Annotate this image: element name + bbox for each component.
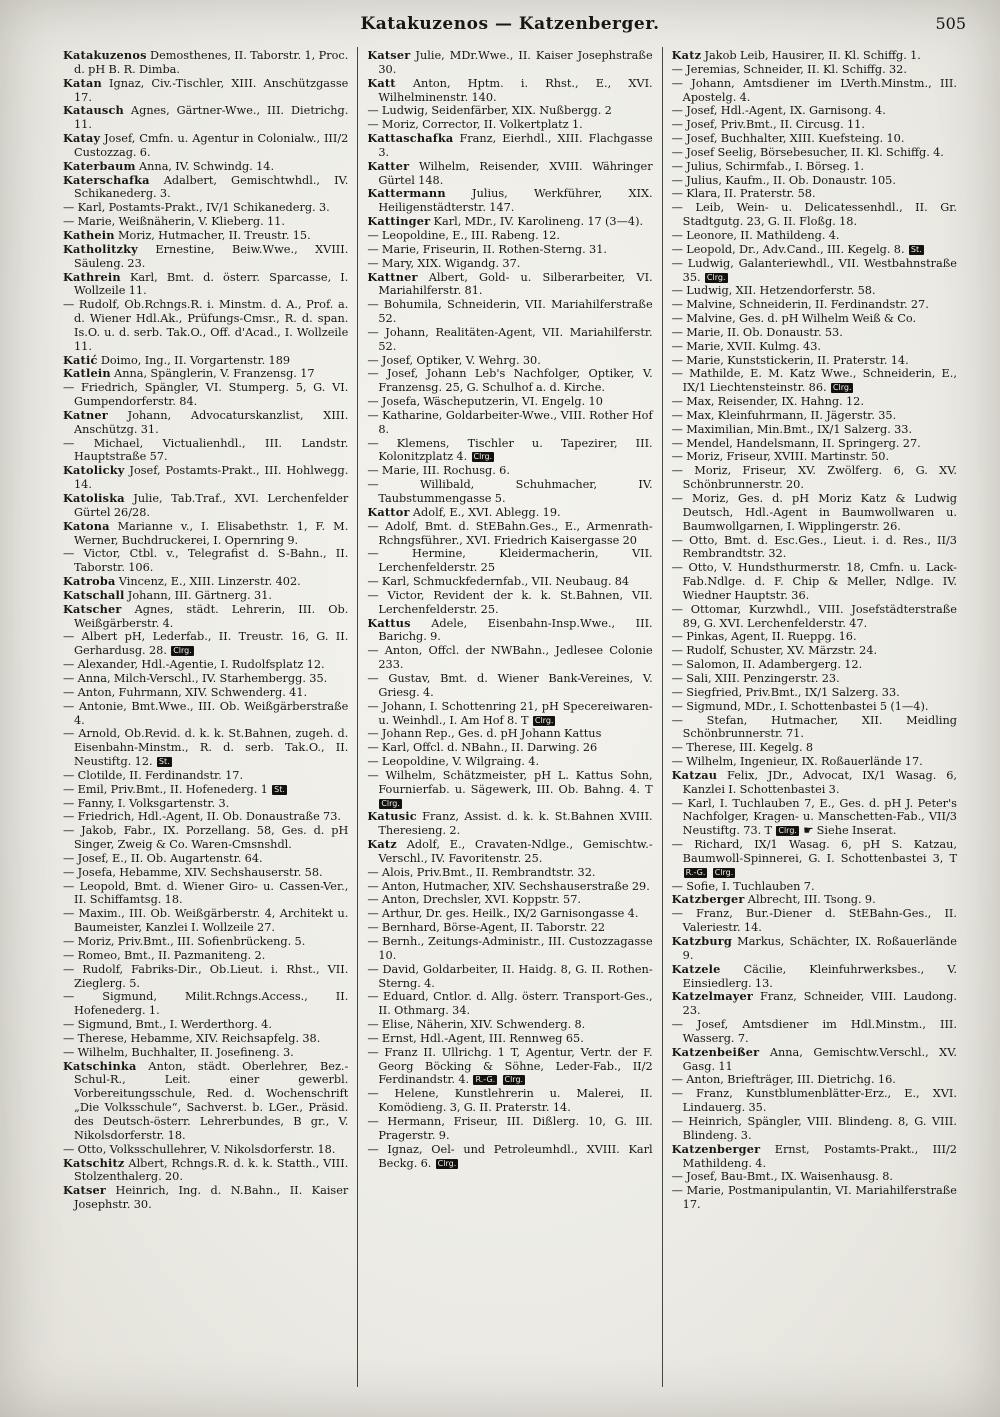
directory-entry: — Willibald, Schuhmacher, IV. Taubstummengasse 5. [367, 478, 653, 505]
directory-entry: — Max, Kleinfuhrmann, II. Jägerstr. 35. [671, 408, 897, 422]
directory-entry: — Sigmund, Bmt., I. Werderthorg. 4. [63, 1018, 272, 1032]
entry-badge: Clrg. [173, 646, 192, 656]
directory-entry: Kattor Adolf, E., XVI. Ablegg. 19. [367, 504, 561, 519]
directory-entry: — Fanny, I. Volksgartenstr. 3. [63, 796, 230, 810]
entry-badge: Clrg. [381, 798, 400, 808]
directory-entry: — Sigmund, MDr., I. Schottenbastei 5 (1—4). [671, 699, 929, 713]
directory-entry: — Josef, Johann Leb's Nachfolger, Optiker, V. Franzensg. 25, G. Schulhof a. d. Kirche. [367, 367, 653, 395]
directory-entry: — Wilhelm, Buchhalter, II. Josefineng. 3. [63, 1045, 294, 1059]
entry-badge: Clrg. [706, 272, 726, 282]
directory-entry: — Maxim., III. Ob. Weißgärberstr. 4, Architekt u. Baumeister, Kanzlei I. Wollzeile 27. [63, 907, 349, 935]
directory-entry: — Johann, Realitäten-Agent, VII. Mariahilferstr. 52. [367, 325, 653, 353]
entry-surname: Katzele [671, 961, 721, 976]
directory-entry: Katschitz Albert, Rchngs.R. d. k. k. Statth., VIII. Stolzenthalerg. 20. [63, 1155, 349, 1184]
directory-entry: Katzele Cäcilie, Kleinfuhrwerksbes., V. Einsiedlerg. 13. [671, 961, 957, 990]
directory-entry: — Franz II. Ullrichg. 1 T, Agentur, Vertr. der F. Georg Böcking & Söhne, Leder-Fab., II/2 Ferdinandstr. 4. R.-G. Clrg. [367, 1045, 653, 1087]
directory-entry: — Helene, Kunstlehrerin u. Malerei, II. Komödieng. 3, G. II. Praterstr. 14. [367, 1087, 653, 1115]
entry-surname: Katić [63, 352, 98, 367]
directory-entry: — Mary, XIX. Wigandg. 37. [367, 256, 521, 270]
directory-entry: — Josef, Buchhalter, XIII. Kuefsteing. 10. [671, 132, 905, 146]
directory-entry: — Ernst, Hdl.-Agent, III. Rennweg 65. [367, 1031, 584, 1045]
directory-entry: — Franz, Kunstblumenblätter-Erz., E., XVI. Lindauerg. 35. [671, 1087, 957, 1115]
directory-entry: — Arnold, Ob.Revid. d. k. k. St.Bahnen, zugeh. d. Eisenbahn-Minstm., R. d. serb. Tak.O., II. Neustiftg. 12. St. [63, 727, 349, 769]
directory-entry: — Malvine, Ges. d. pH Wilhelm Weiß & Co. [671, 312, 917, 326]
directory-entry: — Johann, I. Schottenring 21, pH Specereiwaren- u. Weinhdl., I. Am Hof 8. T Clrg. [367, 699, 653, 727]
directory-entry: — Anton, Hutmacher, XIV. Sechshauserstraße 29. [367, 879, 650, 893]
entry-surname: Katscher [63, 601, 122, 616]
directory-entry: Katzburg Markus, Schächter, IX. Roßauerlände 9. [671, 934, 957, 962]
directory-entry: Katzberger Albrecht, III. Tsong. 9. [671, 892, 876, 907]
page-header [54, 14, 966, 40]
entry-surname: Katakuzenos [63, 48, 147, 62]
directory-entry: — Adolf, Bmt. d. StEBahn.Ges., E., Armenrath-Rchngsführer., XVI. Friedrich Kaisergasse 20 [367, 519, 653, 547]
directory-entry: Katlein Anna, Spänglerin, V. Franzensg. 17 [63, 366, 315, 381]
directory-entry: — Maximilian, Min.Bmt., IX/1 Salzerg. 33. [671, 422, 913, 436]
entry-surname: Katay [63, 131, 101, 146]
directory-entry: — Clotilde, II. Ferdinandstr. 17. [63, 768, 244, 782]
directory-entry: — Anton, Offcl. der NWBahn., Jedlesee Colonie 233. [367, 644, 653, 672]
directory-entry: Katzelmayer Franz, Schneider, VIII. Laudong. 23. [671, 989, 957, 1018]
entry-surname: Katschitz [63, 1155, 125, 1170]
directory-entry: — Josef, Optiker, V. Wehrg. 30. [367, 353, 541, 367]
entry-badge: St. [274, 784, 285, 794]
directory-entry: Katroba Vincenz, E., XIII. Linzerstr. 402. [63, 574, 301, 589]
directory-entry: — Josefa, Wäscheputzerin, VI. Engelg. 10 [367, 395, 603, 409]
directory-entry: — Rudolf, Ob.Rchngs.R. i. Minstm. d. A., Prof. a. d. Wiener Hdl.Ak., Prüfungs-Cmsr., R. d. span. Is.O. u. d. serb. Tak.O., Off. d'Acad., I. Wollzeile 11. [63, 298, 349, 353]
directory-columns [54, 47, 966, 1387]
directory-entry: — Alois, Priv.Bmt., II. Rembrandtstr. 32. [367, 865, 596, 879]
entry-surname: Katzelmayer [671, 989, 754, 1004]
directory-entry: — Anton, Fuhrmann, XIV. Schwenderg. 41. [63, 685, 308, 699]
directory-entry: Katholitzky Ernestine, Beiw.Wwe., XVIII. Säuleng. 23. [63, 241, 349, 270]
directory-entry: — Jakob, Fabr., IX. Porzellang. 58, Ges. d. pH Singer, Zweig & Co. Waren-Cmsnshdl. [63, 824, 349, 852]
entry-surname: Kathrein [63, 269, 121, 284]
entry-surname: Katser [367, 48, 411, 62]
directory-entry: — Franz, Bur.-Diener d. StEBahn-Ges., II. Valeriestr. 14. [671, 907, 957, 935]
directory-entry: — Wilhelm, Schätzmeister, pH L. Kattus Sohn, Fournierfab. u. Sägewerk, III. Ob. Bahng. 4. T Clrg. [367, 768, 653, 808]
directory-entry: — Mathilde, E. M. Katz Wwe., Schneiderin, E., IX/1 Liechtensteinstr. 86. Clrg. [671, 367, 957, 395]
directory-entry: — Hermine, Kleidermacherin, VII. Lerchenfelderstr. 25 [367, 547, 653, 575]
entry-badge: Clrg. [832, 383, 852, 393]
entry-surname: Katzau [671, 767, 718, 782]
directory-entry: — Moriz, Ges. d. pH Moriz Katz & Ludwig Deutsch, Hdl.-Agent in Baumwollwaren u. Baumwollgarnen, I. Wipplingerstr. 26. [671, 492, 957, 533]
directory-entry: — Arthur, Dr. ges. Heilk., IX/2 Garnisongasse 4. [367, 907, 639, 921]
directory-entry: — Moriz, Friseur, XV. Zwölferg. 6, G. XV. Schönbrunnerstr. 20. [671, 464, 957, 492]
directory-entry: Kattermann Julius, Werkführer, XIX. Heiligenstädterstr. 147. [367, 186, 653, 215]
directory-entry: — Marie, II. Ob. Donaustr. 53. [671, 325, 843, 339]
directory-entry: — Josef, Amtsdiener im Hdl.Minstm., III. Wasserg. 7. [671, 1018, 957, 1045]
directory-entry: — Katharine, Goldarbeiter-Wwe., VIII. Rother Hof 8. [367, 408, 653, 436]
directory-entry: Katoliska Julie, Tab.Traf., XVI. Lerchenfelder Gürtel 26/28. [63, 491, 349, 519]
directory-entry: — Josef, Hdl.-Agent, IX. Garnisong. 4. [671, 104, 886, 118]
directory-entry: — Michael, Victualienhdl., III. Landstr. Hauptstraße 57. [63, 436, 349, 464]
directory-entry: — Therese, III. Kegelg. 8 [671, 741, 814, 755]
directory-column-1 [54, 47, 357, 1387]
directory-entry: — Heinrich, Spängler, VIII. Blindeng. 8, G. VIII. Blindeng. 3. [671, 1114, 957, 1142]
directory-entry: — Julius, Schirmfab., I. Börseg. 1. [671, 159, 865, 173]
entry-surname: Katerschafka [63, 172, 150, 187]
directory-entry: Katić Doimo, Ing., II. Vorgartenstr. 189 [63, 352, 291, 367]
entry-surname: Katona [63, 518, 110, 533]
directory-entry: Katusic Franz, Assist. d. k. k. St.Bahnen XVIII. Theresieng. 2. [367, 809, 653, 838]
entry-surname: Katschall [63, 587, 125, 602]
directory-entry: — Wilhelm, Ingenieur, IX. Roßauerlände 17. [671, 755, 923, 769]
directory-entry: — Ludwig, Galanteriewhdl., VII. Westbahnstraße 35. Clrg. [671, 256, 957, 284]
entry-badge: R.-G. [685, 867, 706, 877]
directory-entry: — Marie, Weißnäherin, V. Klieberg. 11. [63, 215, 285, 229]
directory-column-3 [662, 47, 966, 1387]
directory-entry: Katscher Agnes, städt. Lehrerin, III. Ob. Weißgärberstr. 4. [63, 601, 349, 630]
entry-surname: Katner [63, 407, 108, 422]
directory-entry: — Anna, Milch-Verschl., IV. Starhembergg. 35. [63, 671, 328, 685]
directory-entry: — Karl, Offcl. d. NBahn., II. Darwing. 26 [367, 741, 598, 755]
directory-entry: Katschinka Anton, städt. Oberlehrer, Bez.-Schul-R., Leit. einer gewerbl. Vorbereitungsschule, Red. d. Wochenschrift „Die Volksschule“, Sachverst. b. LGer., Präsid. des Deutsch-österr. Lehrerbundes, B gr., V. Nikolsdorferstr. 18. [63, 1058, 349, 1142]
directory-entry: — Leopoldine, E., III. Rabeng. 12. [367, 228, 560, 242]
directory-entry: — Friedrich, Hdl.-Agent, II. Ob. Donaustraße 73. [63, 810, 342, 824]
directory-entry: — Salomon, II. Adambergerg. 12. [671, 658, 863, 672]
directory-entry: — Ludwig, Seidenfärber, XIX. Nußbergg. 2 [367, 104, 612, 118]
entry-surname: Katholitzky [63, 241, 138, 256]
directory-entry: Kattner Albert, Gold- u. Silberarbeiter, VI. Mariahilferstr. 81. [367, 269, 653, 298]
directory-entry: — Anton, Drechsler, XVI. Koppstr. 57. [367, 893, 582, 907]
entry-surname: Kattaschafka [367, 131, 454, 146]
entry-surname: Katroba [63, 574, 116, 589]
directory-entry: — Emil, Priv.Bmt., II. Hofenederg. 1 St. [63, 782, 285, 796]
entry-badge: Clrg. [778, 826, 797, 836]
directory-entry: — Leib, Wein- u. Delicatessenhdl., II. Gr. Stadtgutg. 23, G. II. Floßg. 18. [671, 201, 957, 229]
directory-entry: — Victor, Ctbl. v., Telegrafist d. S-Bahn., II. Taborstr. 106. [63, 547, 349, 575]
directory-entry: — Josef, Priv.Bmt., II. Circusg. 11. [671, 118, 865, 132]
directory-entry: Katz Jakob Leib, Hausirer, II. Kl. Schiffg. 1. [671, 48, 921, 62]
directory-column-2 [357, 47, 661, 1387]
directory-entry: Kattinger Karl, MDr., IV. Karolineng. 17 (3—4). [367, 214, 644, 229]
directory-entry: — Moriz, Priv.Bmt., III. Sofienbrückeng. 5. [63, 935, 306, 948]
directory-entry: Kattus Adele, Eisenbahn-Insp.Wwe., III. Barichg. 9. [367, 615, 653, 644]
directory-entry: — Karl, I. Tuchlauben 7, E., Ges. d. pH J. Peter's Nachfolger, Kragen- u. Manschetten-Fab., VII/3 Neustiftg. 73. T Clrg. ☛ Siehe Inserat. [671, 796, 957, 838]
directory-entry: — Therese, Hebamme, XIV. Reichsapfelg. 38. [63, 1031, 321, 1045]
directory-entry: — Malvine, Schneiderin, II. Ferdinandstr. 27. [671, 298, 929, 312]
directory-entry: — Alexander, Hdl.-Agentie, I. Rudolfsplatz 12. [63, 658, 325, 672]
page-number: 505 [935, 14, 966, 33]
entry-badge: St. [910, 244, 922, 254]
directory-entry: — Gustav, Bmt. d. Wiener Bank-Vereines, V. Griesg. 4. [367, 671, 653, 699]
entry-surname: Katser [63, 1183, 107, 1198]
directory-entry: Katzenbeißer Anna, Gemischtw.Verschl., XV. Gasg. 11 [671, 1044, 957, 1073]
entry-surname: Kattner [367, 269, 418, 284]
directory-entry: — Klemens, Tischler u. Tapezirer, III. Kolonitzplatz 4. Clrg. [367, 436, 653, 464]
entry-badge: R.-G. [475, 1075, 496, 1085]
directory-entry: — Rudolf, Schuster, XV. Märzstr. 24. [671, 644, 878, 658]
entry-surname: Katzenbeißer [671, 1044, 760, 1059]
directory-entry: Katter Wilhelm, Reisender, XVIII. Währinger Gürtel 148. [367, 158, 653, 187]
directory-entry: — Sofie, I. Tuchlauben 7. [671, 879, 815, 893]
entry-surname: Katausch [63, 103, 124, 118]
directory-entry: — Karl, Postamts-Prakt., IV/1 Schikanederg. 3. [63, 201, 330, 215]
directory-entry: — Bohumila, Schneiderin, VII. Mariahilferstraße 52. [367, 298, 653, 326]
directory-entry: — Antonie, Bmt.Wwe., III. Ob. Weißgärberstraße 4. [63, 699, 349, 727]
entry-surname: Katz [671, 48, 702, 62]
directory-entry: — Moriz, Friseur, XVIII. Martinstr. 50. [671, 450, 890, 464]
directory-entry: — Josef Seelig, Börsebesucher, II. Kl. Schiffg. 4. [671, 145, 944, 159]
entry-surname: Kattermann [367, 186, 446, 201]
directory-entry: — Ignaz, Oel- und Petroleumhdl., XVIII. Karl Beckg. 6. Clrg. [367, 1142, 653, 1170]
entry-badge: Clrg. [504, 1075, 524, 1085]
directory-entry: — Ludwig, XII. Hetzendorferstr. 58. [671, 284, 876, 298]
directory-entry: — Sigmund, Milit.Rchngs.Access., II. Hofenederg. 1. [63, 990, 349, 1018]
directory-entry: Katan Ignaz, Civ.-Tischler, XIII. Anschützgasse 17. [63, 75, 349, 104]
entry-surname: Katt [367, 75, 396, 90]
directory-entry: — David, Goldarbeiter, II. Haidg. 8, G. II. Rothen-Sterng. 4. [367, 962, 653, 990]
directory-entry: — Albert pH, Lederfab., II. Treustr. 16, G. II. Gerhardusg. 28. Clrg. [63, 630, 349, 658]
directory-entry: — Marie, Postmanipulantin, VI. Mariahilferstraße 17. [671, 1184, 957, 1212]
entry-surname: Katerbaum [63, 158, 136, 173]
directory-entry: — Klara, II. Praterstr. 58. [671, 187, 816, 201]
directory-entry: — Marie, XVII. Kulmg. 43. [671, 339, 822, 353]
entry-badge: Clrg. [437, 1158, 457, 1168]
directory-entry: — Jeremias, Schneider, II. Kl. Schiffg. 32. [671, 62, 907, 76]
entry-badge: Clrg. [473, 452, 493, 462]
directory-entry: — Johann Rep., Ges. d. pH Johann Kattus [367, 727, 602, 741]
directory-entry: Katausch Agnes, Gärtner-Wwe., III. Dietrichg. 11. [63, 103, 349, 132]
entry-surname: Katusic [367, 809, 417, 824]
directory-entry: — Otto, V. Hundsthurmerstr. 18, Cmfn. u. Lack-Fab.Ndlge. d. F. Chip & Meller, Ndlge. IV. Wiedner Hauptstr. 36. [671, 561, 957, 602]
directory-entry: — Bernh., Zeitungs-Administr., III. Custozzagasse 10. [367, 935, 653, 962]
directory-entry: — Leonore, II. Mathildeng. 4. [671, 228, 840, 242]
directory-entry: — Johann, Amtsdiener im LVerth.Minstm., III. Apostelg. 4. [671, 76, 957, 104]
directory-entry: — Friedrich, Spängler, VI. Stumperg. 5, G. VI. Gumpendorferstr. 84. [63, 381, 349, 409]
entry-surname: Katter [367, 158, 410, 173]
entry-surname: Katzenberger [671, 1141, 761, 1156]
directory-entry: — Sali, XIII. Penzingerstr. 23. [671, 671, 840, 685]
entry-surname: Kattinger [367, 214, 431, 229]
directory-entry: Katona Marianne v., I. Elisabethstr. 1, F. M. Werner, Buchdruckerei, I. Opernring 9. [63, 518, 349, 547]
entry-surname: Katan [63, 75, 102, 90]
directory-entry: — Karl, Schmuckfedernfab., VII. Neubaug. 84 [367, 575, 630, 589]
directory-entry: — Moriz, Corrector, II. Volkertplatz 1. [367, 118, 583, 132]
directory-entry: — Julius, Kaufm., II. Ob. Donaustr. 105. [671, 173, 896, 187]
directory-entry: Katt Anton, Hptm. i. Rhst., E., XVI. Wilhelminenstr. 140. [367, 75, 653, 104]
directory-entry: Katzau Felix, JDr., Advocat, IX/1 Wasag. 6, Kanzlei I. Schottenbastei 3. [671, 767, 957, 796]
directory-entry: Katolicky Josef, Postamts-Prakt., III. Hohlwegg. 14. [63, 463, 349, 492]
directory-entry: Katner Johann, Advocaturskanzlist, XIII. Anschützg. 31. [63, 407, 349, 436]
directory-entry: — Siegfried, Priv.Bmt., IX/1 Salzerg. 33. [671, 685, 900, 699]
entry-surname: Katoliska [63, 491, 125, 505]
directory-entry: — Victor, Revident der k. k. St.Bahnen, VII. Lerchenfelderstr. 25. [367, 588, 653, 616]
directory-entry: Katz Adolf, E., Cravaten-Ndlge., Gemischtw.-Verschl., IV. Favoritenstr. 25. [367, 837, 653, 865]
directory-entry: Katzenberger Ernst, Postamts-Prakt., III/2 Mathildeng. 4. [671, 1141, 957, 1170]
entry-surname: Katz [367, 837, 397, 852]
directory-entry: — Mendel, Handelsmann, II. Springerg. 27. [671, 436, 921, 450]
directory-entry: — Marie, Kunststickerin, II. Praterstr. 14. [671, 353, 909, 367]
directory-entry: — Otto, Volksschullehrer, V. Nikolsdorferstr. 18. [63, 1142, 336, 1156]
entry-surname: Kattus [367, 615, 411, 630]
directory-entry: — Marie, Friseurin, II. Rothen-Sterng. 31. [367, 242, 608, 256]
directory-entry: Katser Heinrich, Ing. d. N.Bahn., II. Kaiser Josephstr. 30. [63, 1183, 349, 1212]
directory-entry: — Josefa, Hebamme, XIV. Sechshauserstr. 58. [63, 865, 323, 879]
running-head: Katakuzenos — Katzenberger. [360, 14, 660, 34]
directory-entry: — Otto, Bmt. d. Esc.Ges., Lieut. i. d. Res., II/3 Rembrandtstr. 32. [671, 533, 957, 561]
directory-entry: — Marie, III. Rochusg. 6. [367, 464, 510, 478]
directory-entry: — Eduard, Cntlor. d. Allg. österr. Transport-Ges., II. Othmarg. 34. [367, 990, 653, 1018]
directory-entry: — Stefan, Hutmacher, XII. Meidling Schönbrunnerstr. 71. [671, 713, 957, 741]
directory-entry: — Anton, Briefträger, III. Dietrichg. 16. [671, 1073, 896, 1087]
entry-surname: Kattor [367, 504, 410, 519]
entry-surname: Katolicky [63, 463, 125, 478]
entry-badge: St. [158, 757, 170, 767]
directory-entry: Katschall Johann, III. Gärtnerg. 31. [63, 587, 272, 602]
directory-entry: Katay Josef, Cmfn. u. Agentur in Colonialw., III/2 Custozzag. 6. [63, 131, 349, 159]
directory-entry: — Richard, IX/1 Wasag. 6, pH S. Katzau, Baumwoll-Spinnerei, G. I. Schottenbastei 3, T R.-G. Clrg. [671, 838, 957, 877]
directory-entry: — Leopold, Bmt. d. Wiener Giro- u. Cassen-Ver., II. Schiffamtsg. 18. [63, 879, 349, 907]
directory-entry: — Bernhard, Börse-Agent, II. Taborstr. 22 [367, 921, 606, 935]
directory-entry: — Hermann, Friseur, III. Dißlerg. 10, G. III. Pragerstr. 9. [367, 1114, 653, 1142]
directory-entry: — Leopold, Dr., Adv.Cand., III. Kegelg. 8. St. [671, 242, 922, 256]
directory-entry: Katakuzenos Demosthenes, II. Taborstr. 1, Proc. d. pH B. R. Dimba. [63, 48, 349, 76]
entry-badge: Clrg. [714, 867, 734, 877]
directory-entry: Katerschafka Adalbert, Gemischtwhdl., IV. Schikanederg. 3. [63, 172, 349, 201]
directory-entry: Kathrein Karl, Bmt. d. österr. Sparcasse, I. Wollzeile 11. [63, 269, 349, 298]
directory-entry: — Josef, Bau-Bmt., IX. Waisenhausg. 8. [671, 1170, 893, 1184]
entry-surname: Katzburg [671, 934, 732, 948]
directory-entry: — Romeo, Bmt., II. Pazmaniteng. 2. [63, 948, 266, 962]
directory-entry: — Josef, E., II. Ob. Augartenstr. 64. [63, 851, 263, 865]
directory-entry: Kattaschafka Franz, Eierhdl., XIII. Flachgasse 3. [367, 131, 653, 159]
directory-entry: — Ottomar, Kurzwhdl., VIII. Josefstädterstraße 89, G. XVI. Lerchenfelderstr. 47. [671, 602, 957, 630]
directory-entry: — Pinkas, Agent, II. Rueppg. 16. [671, 630, 857, 644]
entry-surname: Katlein [63, 366, 111, 381]
directory-entry: Kathein Moriz, Hutmacher, II. Treustr. 15. [63, 227, 311, 242]
directory-entry: — Rudolf, Fabriks-Dir., Ob.Lieut. i. Rhst., VII. Zieglerg. 5. [63, 962, 349, 990]
entry-surname: Katzberger [671, 892, 745, 907]
entry-surname: Kathein [63, 227, 115, 242]
directory-entry: — Elise, Näherin, XIV. Schwenderg. 8. [367, 1018, 586, 1032]
directory-entry: Katser Julie, MDr.Wwe., II. Kaiser Josephstraße 30. [367, 48, 653, 76]
entry-surname: Katschinka [63, 1058, 137, 1073]
entry-badge: Clrg. [534, 715, 554, 725]
directory-entry: — Max, Reisender, IX. Hahng. 12. [671, 395, 864, 409]
directory-entry: Katerbaum Anna, IV. Schwindg. 14. [63, 158, 275, 173]
directory-entry: — Leopoldine, V. Wilgraing. 4. [367, 755, 540, 769]
header-rule [54, 42, 966, 43]
